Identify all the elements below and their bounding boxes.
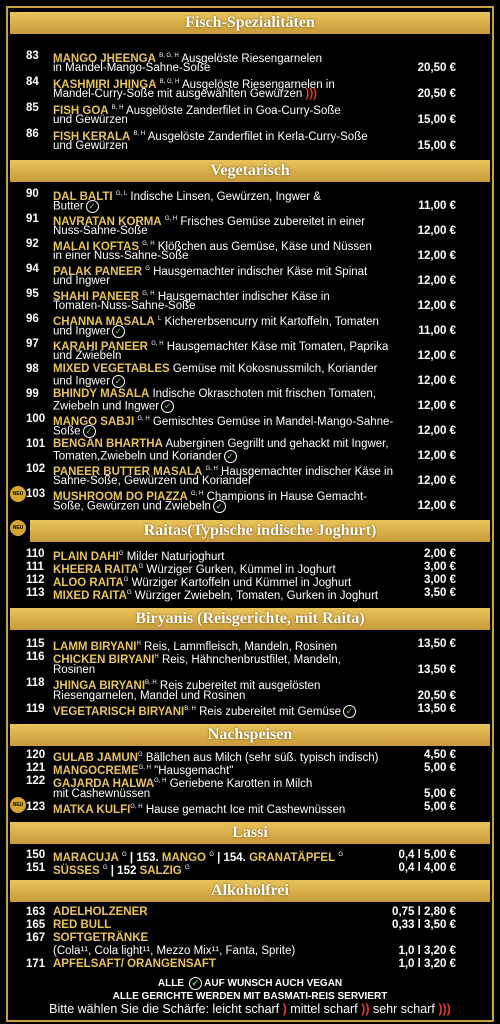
menu-item-116-line2: Rosinen 13,50 € xyxy=(53,664,456,676)
menu-item-85: 85 FISH GOA $^{B, H}$ Ausgelöste Zanderfilet in Goa-Curry-Soße xyxy=(26,102,341,117)
section-header-vegetarisch: Vegetarisch xyxy=(10,160,490,182)
menu-item-95-line2: Tomaten-Nuss-Sahne-Soße 12,00 € xyxy=(53,300,456,312)
menu-item-110: 110 PLAIN $DAHI^G$ Milder Naturjoghurt 2,00 € xyxy=(26,548,456,563)
menu-item-122: 122 GAJARDA $HALWA^{G, H}$ Geriebene Karotten in Milch xyxy=(26,775,313,790)
menu-item-90-line2: Butter ✓ 11,00 € xyxy=(53,200,456,213)
vegan-icon: ✓ xyxy=(189,977,202,990)
menu-item-123: 123 MATKA $KULFI^{G, H}$ Hause gemacht Ice mit Cashewnüssen 5,00 € xyxy=(26,801,456,816)
chili-icon: ))) xyxy=(438,1002,451,1016)
menu-item-122-line2: mit Cashewnüssen 5,00 € xyxy=(53,788,456,800)
menu-item-102-line2: Sahne-Soße, Gewürzen und Koriander 12,00 € xyxy=(53,475,456,487)
section-header-fisch: Fisch-Spezialitäten xyxy=(10,12,490,34)
basmati-note: ALLE GERICHTE WERDEN MIT BASMATI-REIS SERVIERT xyxy=(112,991,388,1002)
vegan-icon: ✓ xyxy=(224,450,237,463)
vegan-icon: ✓ xyxy=(112,325,125,338)
menu-item-112: 112 ALOO $RAITA^G$ Würziger Kartoffeln und Kümmel in Joghurt 3,00 € xyxy=(26,574,456,589)
drink-171: 171 APFELSAFT/ ORANGENSAFT 1,0 l 3,20 € xyxy=(26,958,456,970)
section-header-nachspeisen: Nachspeisen xyxy=(10,724,490,746)
menu-item-86-line2: und Gewürzen 15,00 € xyxy=(53,140,456,152)
menu-item-103: 103 MUSHROOM DO PIAZZA $^{G, H}$ Champions in Hause Gemacht- xyxy=(26,488,367,503)
menu-item-99-line2: Zwiebeln und Ingwer ✓ 12,00 € xyxy=(53,400,456,413)
vegan-note: ALLE ✓ AUF WUNSCH AUCH VEGAN xyxy=(157,978,343,990)
menu-item-95: 95 SHAHI PANEER $^{G, H}$ Hausgemachter indischer Käse in xyxy=(26,288,330,303)
lassi-row-1: 150 MARACUJA $^G$ | 153. MANGO $^G$ | 154. GRANATÄPFEL $^G$ 0,4 l 5,00 € xyxy=(26,849,456,864)
menu-item-113: 113 MIXED $RAITA^G$ Würziger Zwiebeln, Tomaten, Gurken in Joghurt 3,50 € xyxy=(26,587,456,602)
menu-item-111: 111 KHEERA $RAITA^G$ Würziger Gurken, Kümmel in Joghurt 3,00 € xyxy=(26,561,456,576)
section-header-lassi: Lassi xyxy=(10,822,490,844)
menu-item-99: 99 BHINDY MASALA Indische Okraschoten mit frischen Tomaten, xyxy=(26,388,376,400)
menu-item-86: 86 FISH KERALA $^{B, H}$ Ausgelöste Zanderfilet in Kerla-Curry-Soße xyxy=(26,128,368,143)
menu-item-98: 98 MIXED VEGETABLES Gemüse mit Kokosnussmilch, Koriander xyxy=(26,363,378,375)
menu-item-100: 100 MANGO SABJI $^{G, H}$ Gemischtes Gemüse in Mandel-Mango-Sahne- xyxy=(26,413,394,428)
menu-item-103-line2: Soße, Gewürzen und Zwiebeln ✓ 12,00 € xyxy=(53,500,456,513)
drink-167: 167 SOFTGETRÄNKE xyxy=(26,932,149,944)
menu-item-102: 102 PANEER BUTTER MASALA $^{G, H}$ Hausgemachter indischer Käse in xyxy=(26,463,393,478)
menu-item-97-line2: und Zwiebeln 12,00 € xyxy=(53,350,456,362)
vegan-icon: ✓ xyxy=(343,705,356,718)
menu-item-90: 90 DAL BALTI $^{G, L}$ Indische Linsen, Gewürzen, Ingwer & xyxy=(26,188,321,203)
menu-item-94: 94 PALAK PANEER $^G$ Hausgemachter indischer Käse mit Spinat xyxy=(26,263,368,278)
menu-item-118-line2: Riesengarnelen, Mandel und Rosinen 20,50 € xyxy=(53,690,456,702)
menu-item-83-line2: in Mandel-Mango-Sahne-Soße 20,50 € xyxy=(53,62,456,74)
menu-item-100-line2: Soße ✓ 12,00 € xyxy=(53,425,456,438)
vegan-icon: ✓ xyxy=(112,375,125,388)
menu-item-91-line2: Nuss-Sahne-Soße 12,00 € xyxy=(53,225,456,237)
chili-icon: ) xyxy=(282,1002,287,1016)
menu-item-116: 116 CHICKEN $BIRYANI^H$ Reis, Hähnchenbrustfilet, Mandeln, xyxy=(26,651,341,666)
vegan-icon: ✓ xyxy=(86,200,99,213)
menu-item-92-line2: in einer Nuss-Sahne-Soße 12,00 € xyxy=(53,250,456,262)
vegan-icon: ✓ xyxy=(83,425,96,438)
menu-item-120: 120 GULAB $JAMUN^G$ Bällchen aus Milch (sehr süß. typisch indisch) 4,50 € xyxy=(26,749,456,764)
lassi-row-2: 151 SÜSSES $^G$ | 152 SALZIG $^G$ 0,4 l 4,00 € xyxy=(26,862,456,877)
menu-item-83: 83 MANGO JHEENGA $^{B, G, H}$ Ausgelöste Riesengarnelen xyxy=(26,50,322,65)
menu-item-97: 97 KARAHI PANEER $^{G, H}$ Hausgemachter Käse mit Tomaten, Paprika xyxy=(26,338,389,353)
menu-item-118: 118 JHINGA $BIRYANI^{B, H}$ Reis zubereitet mit ausgelösten xyxy=(26,677,321,692)
menu-item-121: 121 $MANGOCREME^{G, H}$ "Hausgemacht" 5,00 € xyxy=(26,762,456,777)
menu-item-119: 119 VEGETARISCH $BIRYANI^{B, H}$ Reis zubereitet mit Gemüse ✓ 13,50 € xyxy=(26,703,456,718)
menu-item-94-line2: und Ingwer 12,00 € xyxy=(53,275,456,287)
menu-item-115: 115 LAMM $BIRYANI^H$ Reis, Lammfleisch, Mandeln, Rosinen 13,50 € xyxy=(26,638,456,653)
drink-165: 165 RED BULL 0,33 l 3,50 € xyxy=(26,919,456,931)
menu-item-84: 84 KASHMIRI JHINGA $^{B, G, H}$ Ausgelöste Riesengarnelen in xyxy=(26,76,335,91)
section-header-raitas: Raitas(Typische indische Joghurt) xyxy=(30,520,490,542)
menu-item-96: 96 CHANNA MASALA $^L$ Kichererbsencurry mit Kartoffeln, Tomaten xyxy=(26,313,379,328)
vegan-icon: ✓ xyxy=(161,400,174,413)
menu-item-98-line2: und Ingwer ✓ 12,00 € xyxy=(53,375,456,388)
menu-item-91: 91 NAVRATAN KORMA $^{G, H}$ Frisches Gemüse zubereitet in einer xyxy=(26,213,366,228)
section-header-alkoholfrei: Alkoholfrei xyxy=(10,880,490,902)
menu-item-96-line2: und Ingwer ✓ 11,00 € xyxy=(53,325,456,338)
vegan-icon: ✓ xyxy=(213,500,226,513)
new-badge: NEU xyxy=(10,520,26,536)
chili-icon: ))) xyxy=(305,88,317,100)
new-badge: NEU xyxy=(10,486,26,502)
menu-item-84-line2: Mandel-Curry-Soße mit ausgewählten Gewürzen ))) 20,50 € xyxy=(53,88,456,100)
drink-167-line2: (Cola¹¹, Cola light¹¹, Mezzo Mix¹¹, Fanta, Sprite) 1,0 l 3,20 € xyxy=(53,945,456,957)
section-header-biryanis: Biryanis (Reisgerichte, mit Raita) xyxy=(10,608,490,630)
spiciness-note: Bitte wählen Sie die Schärfe: leicht scharf ) mittel scharf )) sehr scharf ))) xyxy=(49,1002,451,1016)
menu-item-101: 101 BENGAN BHARTHA Auberginen Gegrillt und gehackt mit Ingwer, xyxy=(26,438,389,450)
chili-icon: )) xyxy=(361,1002,370,1016)
menu-item-92: 92 MALAI KOFTAS $^{G, H}$ Klößchen aus Gemüse, Käse und Nüssen xyxy=(26,238,372,253)
drink-163: 163 ADELHOLZENER 0,75 l 2,80 € xyxy=(26,906,456,918)
menu-item-85-line2: und Gewürzen 15,00 € xyxy=(53,114,456,126)
new-badge: NEU xyxy=(10,797,26,813)
menu-item-101-line2: Tomaten,Zwiebeln und Koriander ✓ 12,00 € xyxy=(53,450,456,463)
